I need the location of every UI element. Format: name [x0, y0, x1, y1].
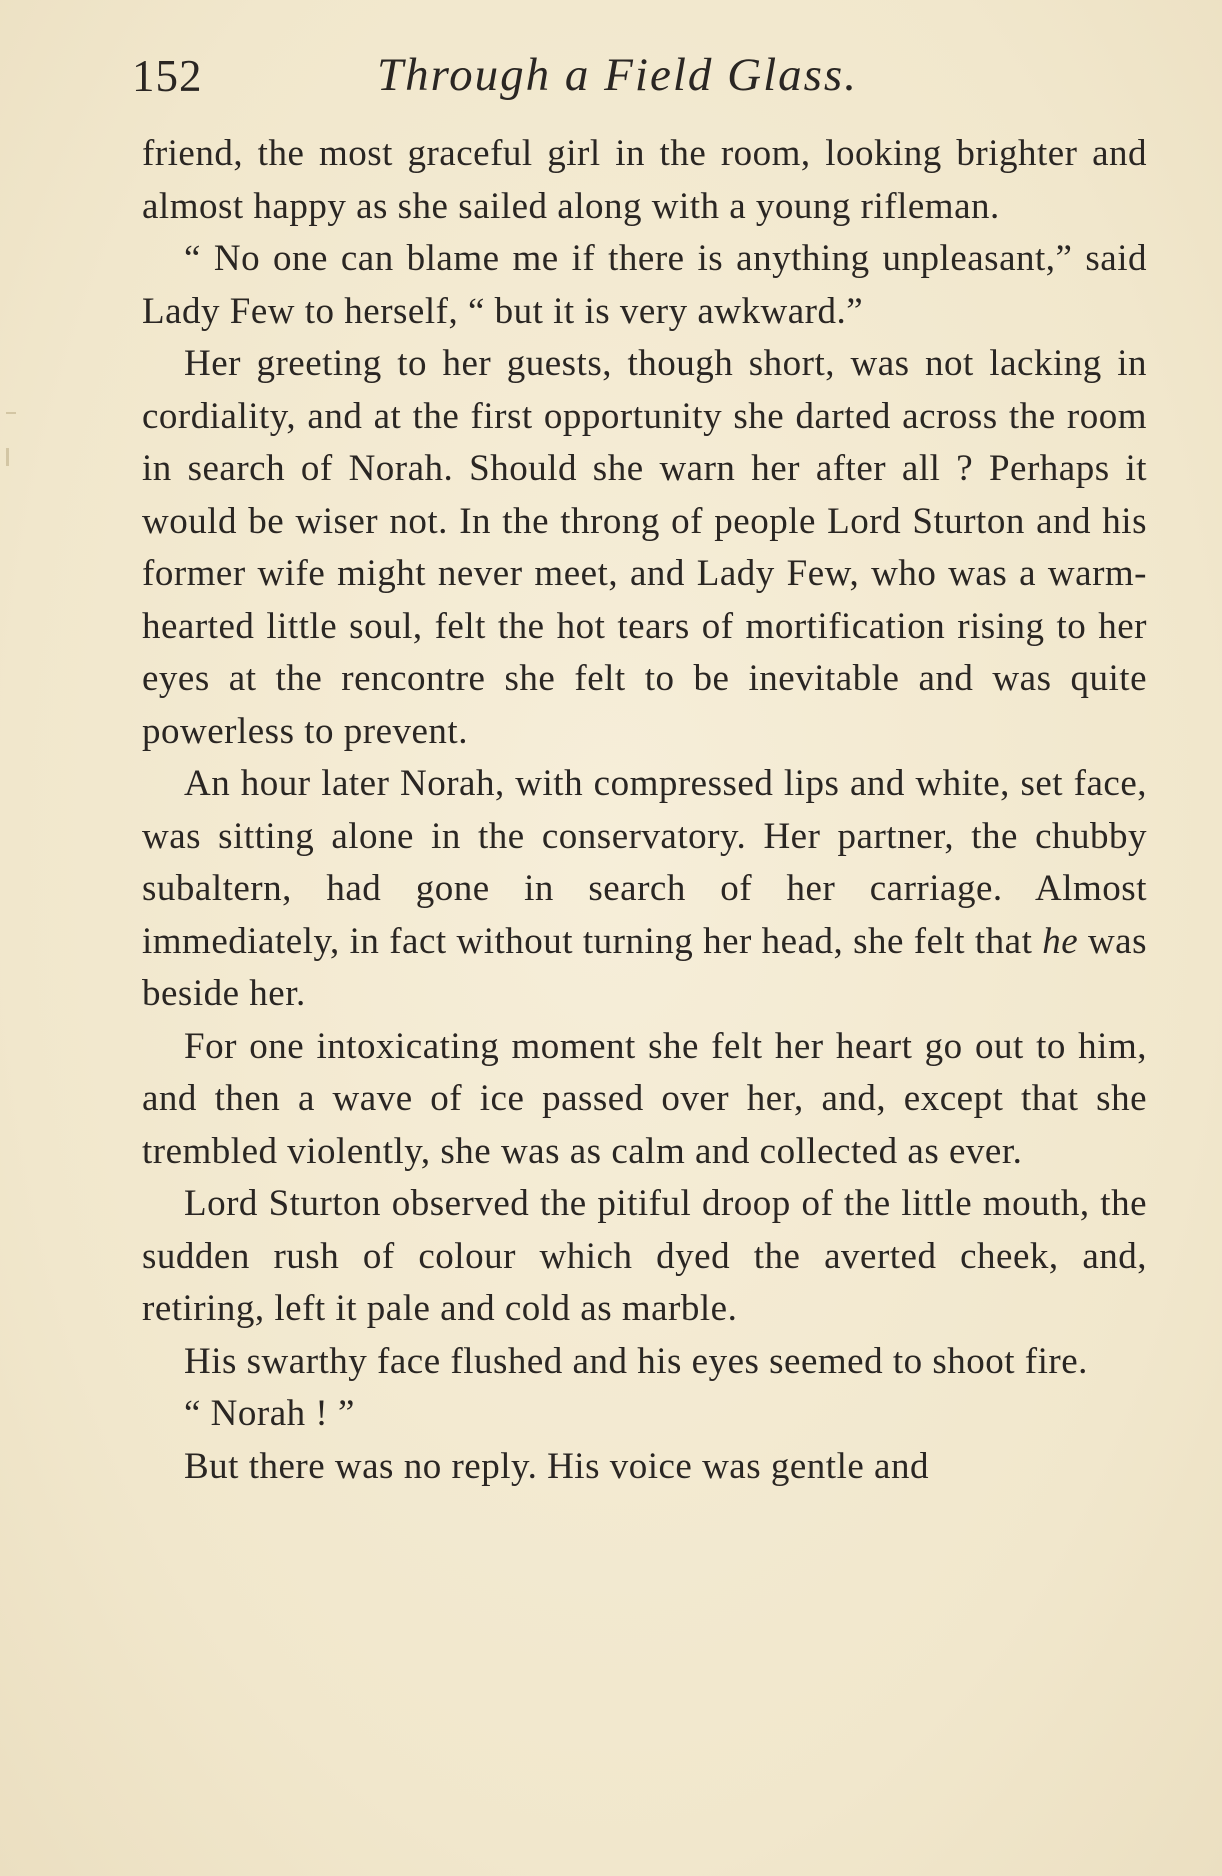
paragraph: “ Norah ! ” [184, 1393, 355, 1434]
paragraph: But there was no reply. His voice was gentle and [184, 1445, 929, 1487]
running-header [132, 48, 1142, 108]
paragraph: Lord Sturton observed the pitiful droop of the little mouth, the sudden rush of colour which dyed the averted cheek, and, retiring, left it pale and cold as marble. [142, 1183, 1147, 1329]
running-title: Through a Field Glass. [377, 49, 858, 101]
margin-mark [6, 412, 16, 414]
paragraph: Her greeting to her guests, though short, was not lacking in cordiality, and at the first opportunity she darted across the room in search of Norah. Should she warn her after all ? Perhaps it would be wiser not. In the throng of people Lord Sturton and his former wife might never meet, and Lady Few, who was a warm-hearted little soul, felt the hot tears of mortification rising to her eyes at the rencontre she felt to be inevitable and was quite powerless to prevent. [142, 343, 1147, 752]
body-text [142, 128, 1147, 1493]
margin-mark [6, 448, 9, 466]
paragraph: For one intoxicating moment she felt her heart go out to him, and then a wave of ice passed over her, and, except that she trembled violently, she was as calm and collected as ever. [142, 1025, 1147, 1172]
paragraph: friend, the most graceful girl in the room, looking brighter and almost happy as she sailed along with a young rifleman. [142, 133, 1147, 227]
paragraph: His swarthy face flushed and his eyes seemed to shoot fire. [184, 1340, 1088, 1382]
page-number: 152 [132, 51, 203, 101]
paragraph-text: An hour later Norah, with compressed lips and white, set face, was sitting alone in the conservatory. Her partner, the chubby subaltern, had gone in search of her carriage. Almost immediately, in fact without turning her head, she felt that [142, 763, 1147, 962]
emphasis-text: he [1042, 920, 1079, 962]
paragraph-text: was beside her. [142, 920, 1147, 1014]
paragraph [142, 758, 1147, 1021]
paragraph: “ No one can blame me if there is anything unpleasant,” said Lady Few to herself, “ but it is very awkward.” [142, 238, 1147, 332]
